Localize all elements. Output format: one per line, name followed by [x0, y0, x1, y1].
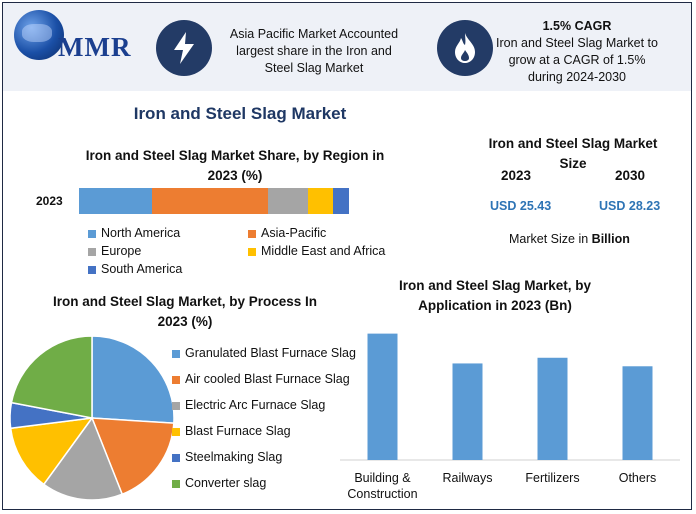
region-legend-item	[88, 262, 182, 276]
kpi-cagr-line: during 2024-2030	[528, 70, 626, 84]
legend-label: Air cooled Blast Furnace Slag	[185, 372, 350, 386]
x-tick-label-line: Railways	[442, 471, 493, 485]
region-bar-segment	[152, 188, 268, 214]
size-unit-prefix: Market Size in	[509, 232, 592, 246]
region-bar-segment	[308, 188, 332, 214]
legend-label: North America	[101, 226, 181, 240]
process-legend-item	[172, 424, 291, 438]
x-tick-label	[593, 470, 683, 486]
region-legend-item	[248, 244, 385, 258]
legend-label: South America	[101, 262, 183, 276]
legend-swatch	[248, 248, 256, 256]
legend-label: Asia-Pacific	[261, 226, 327, 240]
market-size-title-line: Size	[559, 156, 587, 171]
x-tick-label-line: Construction	[347, 487, 418, 501]
region-legend-item	[248, 226, 326, 240]
kpi-cagr-title: 1.5% CAGR	[542, 19, 612, 33]
legend-swatch	[172, 350, 180, 358]
x-tick-label-line: Fertilizers	[525, 471, 580, 485]
application-bar	[368, 334, 398, 460]
application-chart-title-line: Iron and Steel Slag Market, by	[398, 278, 592, 293]
mmr-logo	[10, 8, 140, 68]
process-legend-item	[172, 450, 282, 464]
x-tick-label-line: Building &	[354, 471, 411, 485]
kpi-cagr-line: Iron and Steel Slag Market to	[496, 36, 658, 50]
legend-swatch	[172, 480, 180, 488]
legend-swatch	[172, 402, 180, 410]
process-legend-item	[172, 476, 266, 490]
kpi-region-text	[214, 26, 414, 77]
brand-text: MMR	[58, 32, 132, 62]
region-legend	[88, 226, 408, 282]
legend-swatch	[172, 428, 180, 436]
x-tick-label	[508, 470, 598, 486]
kpi-cagr-text	[488, 18, 666, 86]
process-chart-title	[30, 292, 340, 332]
application-chart-title-line: Application in 2023 (Bn)	[418, 298, 572, 313]
market-size-title-line: Iron and Steel Slag Market	[488, 136, 658, 151]
legend-swatch	[88, 248, 96, 256]
legend-swatch	[88, 266, 96, 274]
region-chart-title-line: Iron and Steel Slag Market Share, by Region in	[85, 148, 385, 163]
application-bar	[453, 363, 483, 460]
pie-slice	[11, 336, 92, 418]
process-pie-chart	[8, 334, 176, 502]
region-legend-item	[88, 244, 141, 258]
size-unit-note	[509, 232, 630, 246]
region-bar-year-label: 2023	[36, 194, 63, 208]
region-bar-segment	[268, 188, 309, 214]
region-stacked-bar	[79, 188, 349, 214]
process-legend-item	[172, 346, 356, 360]
legend-swatch	[172, 376, 180, 384]
legend-label: Converter slag	[185, 476, 267, 490]
flame-icon	[437, 20, 493, 76]
process-chart-title-line: 2023 (%)	[157, 314, 213, 329]
process-legend-item	[172, 398, 325, 412]
legend-swatch	[88, 230, 96, 238]
kpi-region-line: Steel Slag Market	[264, 61, 364, 75]
application-bar-chart	[340, 318, 680, 462]
legend-label: Granulated Blast Furnace Slag	[185, 346, 356, 360]
legend-label: Steelmaking Slag	[185, 450, 283, 464]
x-tick-label	[338, 470, 428, 502]
application-chart-title	[370, 276, 620, 316]
x-tick-label	[423, 470, 513, 486]
legend-label: Blast Furnace Slag	[185, 424, 291, 438]
application-bar	[623, 366, 653, 460]
region-chart-title	[60, 146, 410, 186]
legend-swatch	[248, 230, 256, 238]
globe-icon	[14, 10, 64, 60]
pie-slice	[92, 336, 174, 423]
size-value-2030: USD 28.23	[599, 199, 661, 213]
process-legend-item	[172, 372, 350, 386]
size-unit-bold: Billion	[591, 232, 630, 246]
region-bar-segment	[79, 188, 152, 214]
process-chart-title-line: Iron and Steel Slag Market, by Process In	[52, 294, 318, 309]
kpi-cagr-line: grow at a CAGR of 1.5%	[508, 53, 646, 67]
region-legend-item	[88, 226, 180, 240]
region-bar-segment	[333, 188, 349, 214]
main-title: Iron and Steel Slag Market	[133, 104, 347, 123]
region-chart-title-line: 2023 (%)	[207, 168, 263, 183]
legend-label: Europe	[101, 244, 142, 258]
size-value-2023: USD 25.43	[490, 199, 552, 213]
kpi-region-line: Asia Pacific Market Accounted	[229, 27, 399, 41]
legend-label: Middle East and Africa	[261, 244, 386, 258]
kpi-region-line: largest share in the Iron and	[236, 44, 392, 58]
size-year-2023: 2023	[501, 168, 532, 183]
legend-swatch	[172, 454, 180, 462]
size-year-2030: 2030	[615, 168, 646, 183]
application-bar	[538, 358, 568, 460]
legend-label: Electric Arc Furnace Slag	[185, 398, 326, 412]
x-tick-label-line: Others	[618, 471, 657, 485]
lightning-icon	[156, 20, 212, 76]
